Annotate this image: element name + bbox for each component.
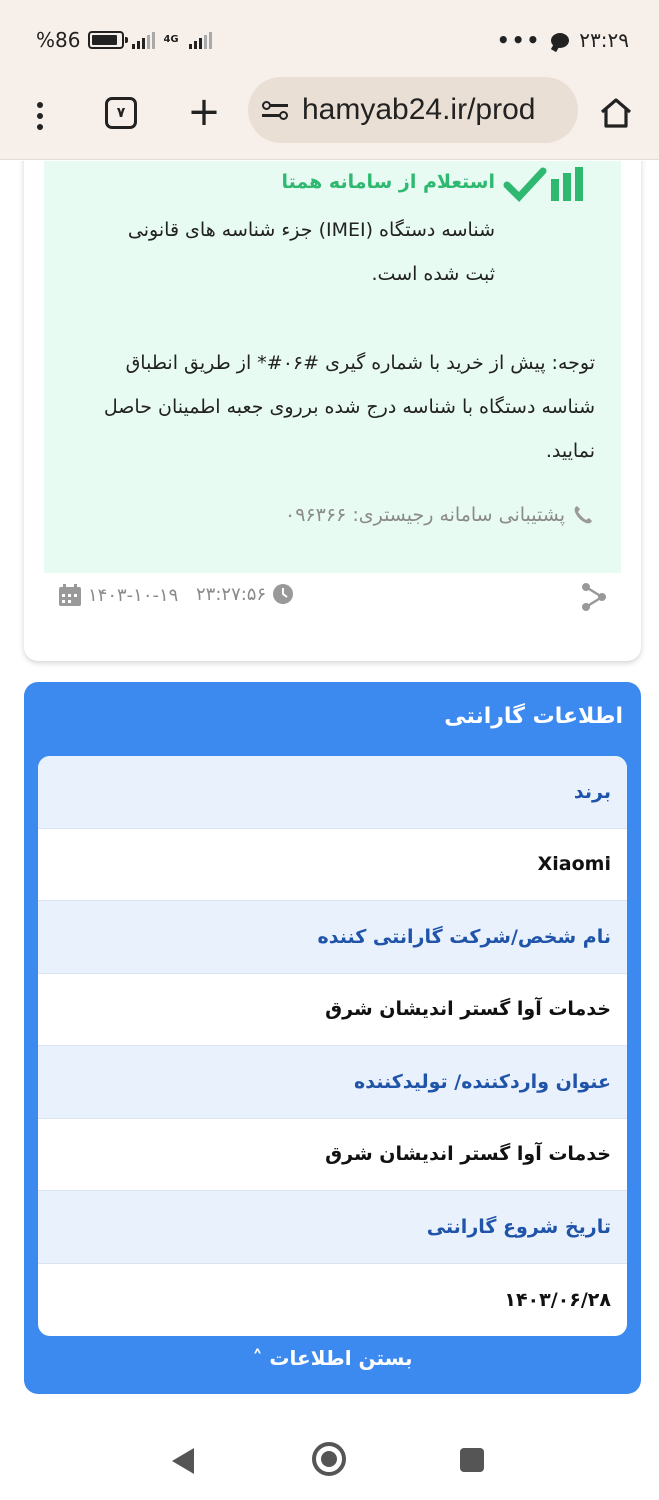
inquiry-result-box — [44, 161, 621, 573]
importer-label: عنوان واردکننده/ تولیدکننده — [354, 1070, 611, 1093]
guarantor-label: نام شخص/شرکت گارانتی کننده — [317, 925, 611, 948]
table-row — [38, 1046, 627, 1119]
purchase-note: توجه: پیش از خرید با شماره گیری #۰۶#* از طریق انطباق شناسه دستگاه با شناسه درج شده برروی جعبه اطمینان حاصل نمایید. — [103, 352, 595, 462]
tab-switcher-button[interactable] — [105, 97, 137, 129]
status-left — [36, 24, 212, 56]
close-info-label: بستن اطلاعات — [269, 1346, 413, 1370]
support-text: پشتیبانی سامانه رجیستری: ۰۹۶۳۶۶ — [285, 504, 565, 526]
warranty-table — [38, 756, 627, 1336]
signal-icon — [132, 31, 155, 49]
table-row — [38, 756, 627, 829]
clock-icon — [272, 583, 294, 605]
network-type: 4G — [163, 34, 179, 45]
warranty-title: اطلاعات گارانتی — [444, 704, 623, 729]
guarantor-value: خدمات آوا گستر اندیشان شرق — [325, 998, 611, 1021]
registration-message-line1: شناسه دستگاه (IMEI) جزء شناسه های قانونی — [127, 219, 495, 241]
status-right — [497, 24, 629, 56]
time-text: ۲۳:۲۷:۵۶ — [196, 583, 267, 605]
importer-value: خدمات آوا گستر اندیشان شرق — [325, 1143, 611, 1166]
warranty-card — [24, 682, 641, 1394]
table-row — [38, 1119, 627, 1192]
inquiry-title: استعلام از سامانه همتا — [281, 171, 495, 193]
share-icon[interactable] — [580, 581, 608, 613]
table-row — [38, 974, 627, 1047]
inquiry-card — [24, 161, 641, 661]
inquiry-date — [58, 583, 178, 607]
start-date-label: تاریخ شروع گارانتی — [426, 1215, 611, 1238]
recent-apps-icon[interactable] — [460, 1448, 484, 1472]
table-row — [38, 1191, 627, 1264]
battery-icon — [88, 31, 124, 49]
support-line — [285, 503, 595, 527]
more-notifications-icon: ••• — [496, 28, 542, 52]
close-info-button[interactable] — [24, 1346, 641, 1370]
system-nav-bar — [0, 1420, 659, 1500]
brand-value: Xiaomi — [537, 853, 611, 876]
start-date-value: ۱۴۰۳/۰۶/۲۸ — [504, 1288, 611, 1311]
signal-icon-2 — [189, 31, 212, 49]
home-icon[interactable] — [598, 95, 634, 131]
phone-icon — [571, 503, 595, 527]
new-tab-button[interactable]: + — [187, 89, 221, 135]
inquiry-time — [196, 583, 294, 605]
date-text: ۱۴۰۳-۱۰-۱۹ — [88, 584, 179, 606]
url-text[interactable]: hamyab24.ir/prod — [302, 93, 536, 126]
calendar-icon — [58, 583, 82, 607]
table-row — [38, 901, 627, 974]
site-settings-icon[interactable] — [262, 97, 288, 123]
home-button-icon[interactable] — [312, 1442, 346, 1476]
table-row — [38, 829, 627, 902]
registration-message — [75, 208, 495, 296]
table-row — [38, 1264, 627, 1337]
browser-toolbar — [0, 80, 659, 160]
hamta-logo-icon — [503, 163, 591, 203]
address-bar[interactable] — [248, 77, 578, 143]
battery-percent: %86 — [36, 28, 81, 52]
page-content — [0, 161, 659, 1420]
tab-count: ۷ — [116, 105, 126, 121]
brand-label: برند — [573, 780, 611, 803]
registration-message-line2: ثبت شده است. — [371, 263, 495, 285]
clock: ۲۳:۲۹ — [579, 28, 629, 52]
status-bar — [0, 0, 659, 80]
chevron-up-icon: ˄ — [252, 1346, 263, 1370]
back-icon[interactable] — [172, 1448, 194, 1474]
menu-icon[interactable] — [30, 96, 50, 136]
chat-icon — [551, 33, 569, 48]
